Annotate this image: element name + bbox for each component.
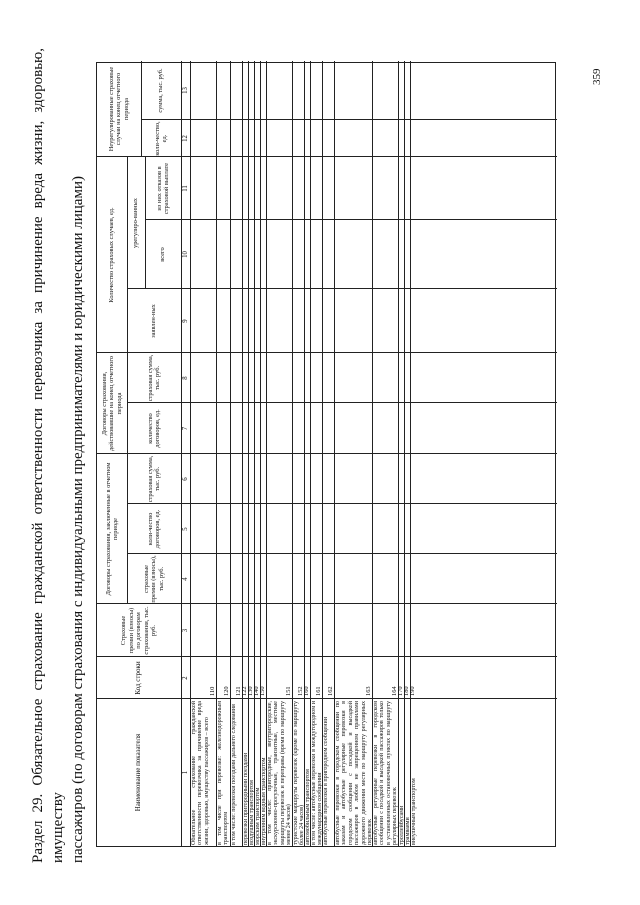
header-settled-total: всего — [159, 247, 167, 262]
section-title — [28, 48, 88, 863]
column-number: 12 — [181, 135, 189, 142]
column-number: 5 — [181, 527, 189, 531]
row-label: туристские маршруты перевозок (кроме по маршруту более 24 часов) — [292, 701, 306, 845]
row-code: 180 — [402, 686, 410, 696]
header-unsettled-sum: сумма, тыс. руб. — [157, 68, 165, 113]
row-code: 170 — [396, 686, 404, 696]
header-concluded-count: коли-чество договоров, ед. — [146, 509, 161, 549]
column-number: 6 — [181, 477, 189, 481]
row-code: 150 — [258, 686, 266, 696]
header-group-concluded: Договоры страхования, заключенные в отчетном периоде — [104, 462, 119, 596]
section-title-line2: пассажиров (по договорам страхования с индивидуальными предпринимателями и юридическими лицами) — [70, 176, 86, 863]
column-number: 11 — [181, 185, 189, 192]
row-code: 120 — [222, 686, 230, 696]
row-code: 162 — [326, 686, 334, 696]
row-label: перевозки пригородными поездами — [242, 752, 249, 845]
column-number: 1 — [181, 770, 189, 775]
column-number: 4 — [181, 577, 189, 581]
row-label: в том числе: автобусные перевозки в междугородном и международном сообщении — [310, 701, 324, 845]
page-number: 359 — [591, 68, 603, 85]
header-active-sum: страховая сумма, тыс. руб. — [146, 354, 161, 402]
header-cases-claimed: заявлен-ных — [150, 304, 158, 338]
header-concluded-sum: страховая сумма, тыс. руб. — [146, 455, 161, 503]
row-label: троллейбусами — [398, 805, 405, 845]
header-group-unsettled: Неурегулированные страховые случаи на конец отчетного периода — [107, 66, 130, 152]
section-title-line1: Раздел 29. Обязательное страхование гражданской ответственности перевозчика за причинение вреда жизни, здоровью, имуществу — [30, 48, 66, 863]
column-number: 3 — [181, 628, 189, 633]
header-row-code: Код строки — [134, 661, 143, 695]
column-number: 7 — [181, 426, 189, 431]
header-active-count: количество договоров, ед. — [146, 409, 161, 448]
header-group-cases: Количество страховых случаев, ед. — [108, 207, 116, 303]
row-label: трамваями — [404, 817, 411, 845]
row-label: воздушным транспортом — [248, 780, 255, 845]
row-label: автобусные перевозки в пригородном сообщении — [322, 716, 329, 845]
header-group-active: Договоры страхования, действовавшие на конец отчетного периода — [100, 356, 123, 451]
row-code: 140 — [252, 686, 260, 696]
column-number: 8 — [181, 376, 189, 380]
row-code: 161 — [314, 686, 322, 696]
row-code: 190 — [408, 686, 416, 696]
row-label: автомобильным транспортом — [304, 769, 311, 845]
row-code: 164 — [390, 686, 398, 696]
row-label: автобусные перевозки в городском сообщении по заказам и автобусные регулярные перевозки в городском сообщении с посадкой и высадкой пассажиров в любом не запрещенном правилами дорожного движения месте по маршруту регулярных перевозок — [334, 701, 374, 845]
row-code: 151 — [284, 686, 292, 696]
row-code: 130 — [246, 686, 254, 696]
column-number: 9 — [181, 319, 189, 323]
row-label: морским транспортом — [254, 787, 261, 845]
row-label: внутренним водным транспортом — [260, 757, 267, 845]
column-number: 10 — [181, 251, 189, 258]
row-code: 163 — [364, 686, 372, 696]
header-unsettled-count: коли-чество, ед. — [153, 121, 168, 156]
row-label: в том числе: перевозки поездами дальнего следования — [230, 704, 237, 845]
column-number: 2 — [181, 676, 189, 680]
row-code: 122 — [240, 686, 248, 696]
row-label: в том числе: пригородные, внутригородские, экскурсионно-прогулочные, транзитные, местные маршруты перевозок и переправы (время по маршруту менее 24 часов) — [266, 701, 293, 845]
row-label: внеуличным транспортом — [410, 778, 417, 845]
row-code: 110 — [208, 686, 216, 696]
row-label: в том числе при перевозке: железнодорожным транспортом — [216, 701, 230, 845]
header-concluded-premiums: страховые премии (взносы), тыс. руб. — [142, 555, 165, 603]
header-settled-refusals: из них отказов в страховой выплате — [155, 162, 170, 215]
row-label: автобусные регулярные перевозки в городском сообщении с посадкой и высадкой пассажиров только в установленных остановочных пунктах по маршруту регулярных перевозок — [372, 701, 399, 845]
row-code: 152 — [296, 686, 304, 696]
header-group-settled: урегулиро-ванных — [132, 198, 140, 248]
row-code: 121 — [234, 686, 242, 696]
header-indicator-name: Наименование показателя — [134, 733, 143, 812]
row-code: 160 — [302, 686, 310, 696]
header-premiums: Страховые премии (взносы) по договорам страхования, тыс. руб. — [120, 606, 158, 655]
column-number: 13 — [181, 87, 189, 94]
statistics-table — [96, 62, 556, 847]
row-label: Обязательное страхование гражданской ответственности перевозчика за причинение вреда жизни, здоровью, имуществу пассажиров – всего — [190, 701, 210, 845]
